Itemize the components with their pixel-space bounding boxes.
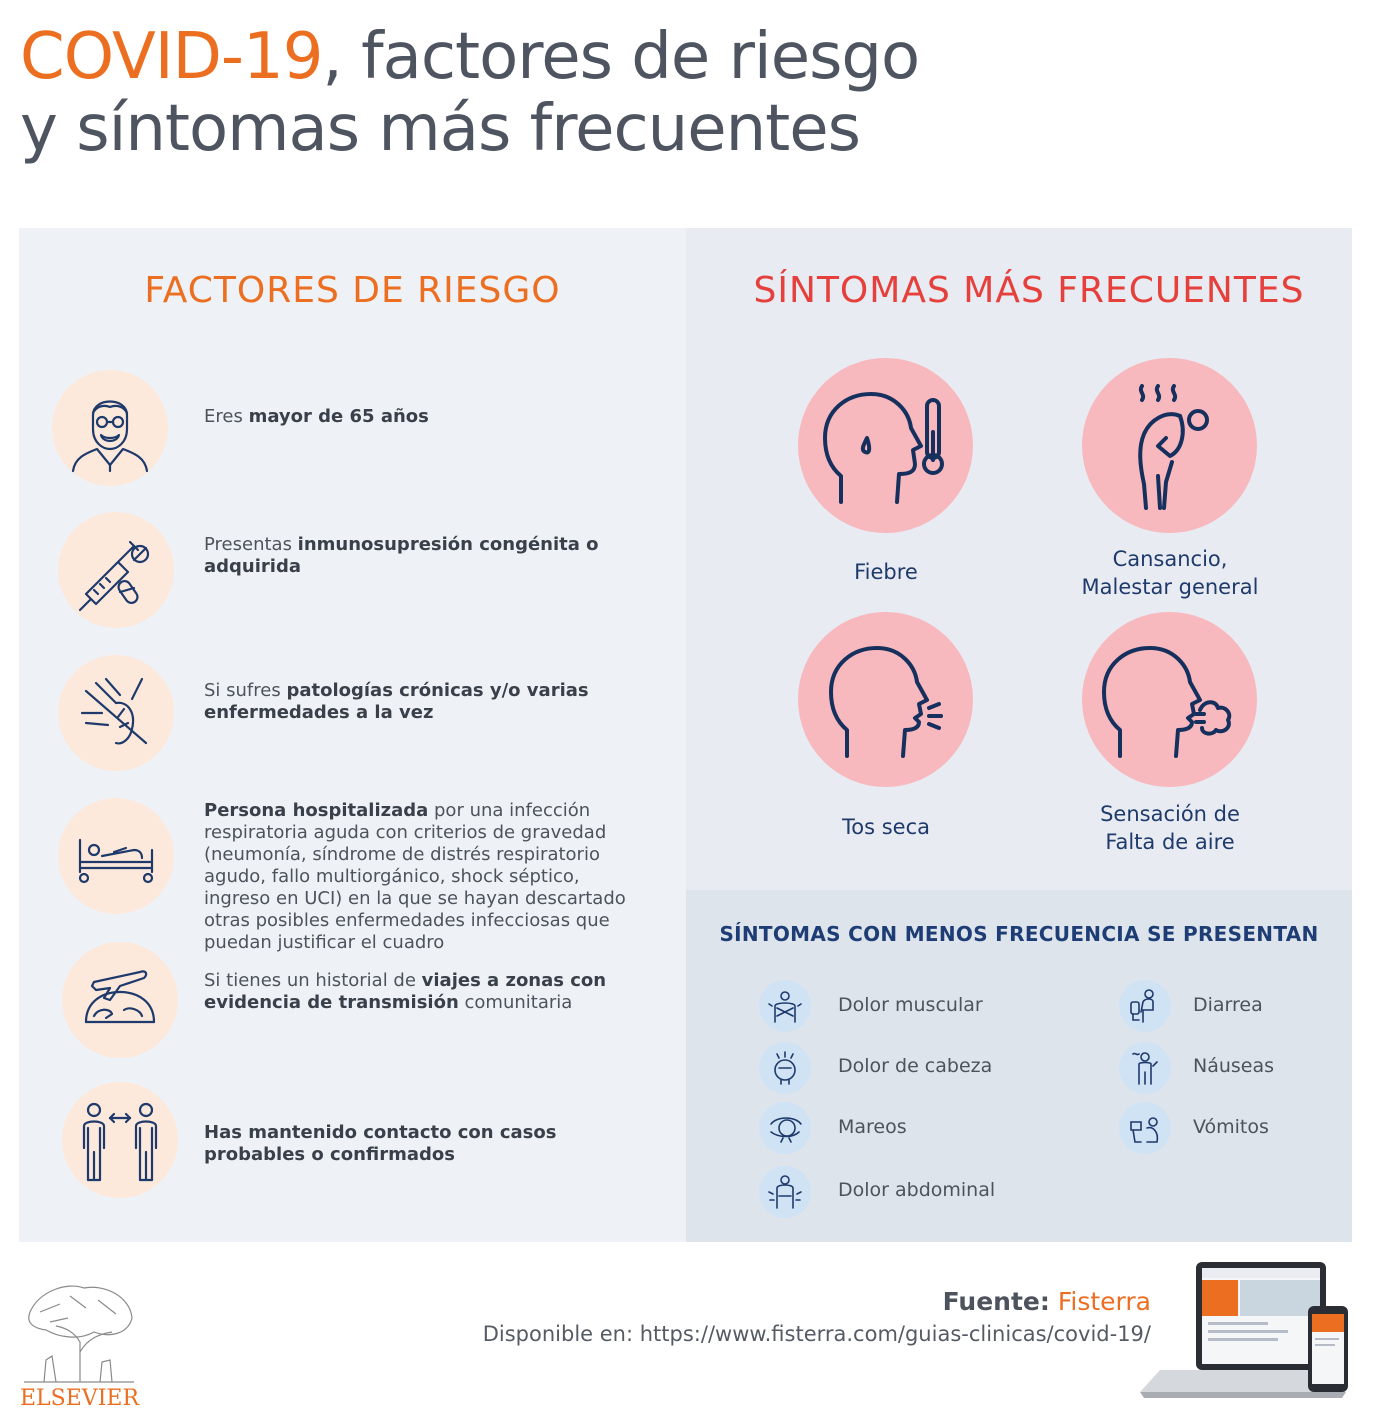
symptom-label-breath-line2: Falta de aire xyxy=(1105,830,1235,854)
vomiting-icon xyxy=(1119,1102,1171,1154)
dry-cough-head-icon xyxy=(798,612,973,787)
headache-icon xyxy=(759,1042,811,1094)
symptom-label-fever-line1: Fiebre xyxy=(854,560,918,584)
risk-text-travel-bold: viajes a zonas con evidencia de transmisión xyxy=(204,970,607,1013)
less-frequent-heading: SÍNTOMAS CON MENOS FRECUENCIA SE PRESENTAN xyxy=(719,922,1319,946)
symptom-label-breath xyxy=(1040,800,1300,856)
airplane-globe-icon xyxy=(62,942,178,1058)
risk-text-age-bold: mayor de 65 años xyxy=(248,406,429,427)
risk-text-age xyxy=(204,406,654,428)
risk-text-age-normal: Eres xyxy=(204,406,249,427)
minor-label-headache: Dolor de cabeza xyxy=(838,1055,993,1077)
minor-label-abdominal: Dolor abdominal xyxy=(838,1179,996,1201)
risk-text-travel-normal-1: Si tienes un historial de xyxy=(204,970,422,991)
elsevier-logo-text: ELSEVIER xyxy=(20,1386,140,1411)
minor-label-nausea: Náuseas xyxy=(1193,1055,1275,1077)
risk-text-travel xyxy=(204,970,654,1014)
risk-text-contact-bold: Has mantenido contacto con casos probables o confirmados xyxy=(204,1122,557,1165)
title-line1-rest: , factores de riesgo xyxy=(322,20,920,94)
risk-factors-heading: FACTORES DE RIESGO xyxy=(144,270,561,311)
symptom-label-dry-cough-line1: Tos seca xyxy=(842,815,930,839)
risk-text-immuno xyxy=(204,534,654,578)
nausea-icon xyxy=(1119,1042,1171,1094)
symptom-label-fatigue-line1: Cansancio, xyxy=(1112,547,1228,571)
symptom-label-fatigue-line2: Malestar general xyxy=(1081,575,1259,599)
symptom-label-fever xyxy=(756,558,1016,586)
symptom-label-fatigue xyxy=(1040,545,1300,601)
abdominal-pain-icon xyxy=(759,1166,811,1218)
page-title xyxy=(20,22,919,92)
diarrhea-icon xyxy=(1119,980,1171,1032)
risk-text-chronic xyxy=(204,680,654,724)
risk-text-hospital-normal: por una infección respiratoria aguda con criterios de gravedad (neumonía, síndrome de distrés respiratorio agudo, fallo multiorgánico, shock séptico, ingreso en UCI) en la que se hayan descartado otras posibles enfermedades infecciosas que puedan justificar el cuadro xyxy=(204,800,626,953)
risk-text-immuno-normal: Presentas xyxy=(204,534,298,555)
symptom-label-dry-cough xyxy=(756,813,1016,841)
fatigue-person-icon xyxy=(1082,358,1257,533)
risk-text-immuno-bold: inmunosupresión congénita o adquirida xyxy=(204,534,599,577)
source-url[interactable]: Disponible en: https://www.fisterra.com/guias-clinicas/covid-19/ xyxy=(482,1322,1151,1346)
elderly-person-icon xyxy=(52,370,168,486)
source-label: Fuente: xyxy=(942,1287,1050,1316)
risk-text-chronic-normal: Si sufres xyxy=(204,680,287,701)
lungs-chronic-icon xyxy=(58,655,174,771)
people-contact-icon xyxy=(62,1082,178,1198)
hospital-bed-icon xyxy=(58,798,174,914)
page-title-line2: y síntomas más frecuentes xyxy=(20,92,860,166)
minor-label-muscle: Dolor muscular xyxy=(838,994,983,1016)
risk-text-travel-normal-2: comunitaria xyxy=(458,992,573,1013)
risk-text-hospital xyxy=(204,800,644,954)
frequent-symptoms-heading: SÍNTOMAS MÁS FRECUENTES xyxy=(753,270,1305,311)
laptop-phone-illustration xyxy=(1120,1258,1352,1408)
muscle-pain-icon xyxy=(759,980,811,1032)
minor-label-dizziness: Mareos xyxy=(838,1116,907,1138)
dizziness-icon xyxy=(759,1102,811,1154)
title-accent: COVID-19 xyxy=(20,20,323,94)
source-name: Fisterra xyxy=(1057,1287,1151,1316)
fever-head-thermometer-icon xyxy=(798,358,973,533)
risk-text-contact xyxy=(204,1122,654,1166)
risk-text-hospital-bold: Persona hospitalizada xyxy=(204,800,429,821)
syringe-pills-icon xyxy=(58,512,174,628)
minor-label-diarrhea: Diarrea xyxy=(1193,994,1263,1016)
minor-label-vomiting: Vómitos xyxy=(1193,1116,1269,1138)
symptom-label-breath-line1: Sensación de xyxy=(1100,802,1240,826)
risk-text-chronic-bold: patologías crónicas y/o varias enfermedades a la vez xyxy=(204,680,589,723)
shortness-breath-head-icon xyxy=(1082,612,1257,787)
